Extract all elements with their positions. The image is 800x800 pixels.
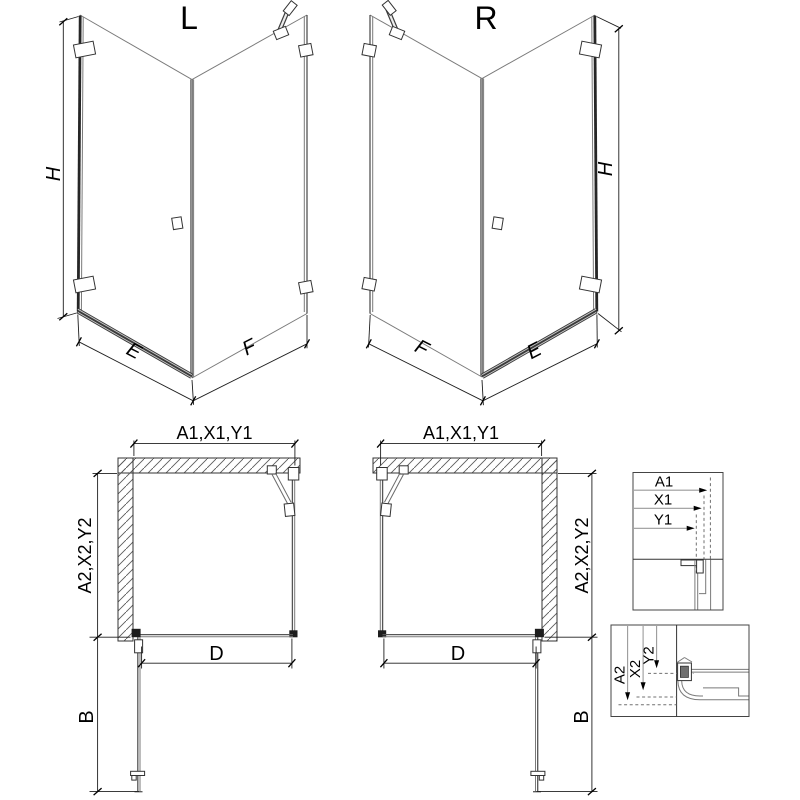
door-handle: [131, 771, 145, 775]
arrowhead-x1: [694, 506, 702, 511]
detail-label-y1: Y1: [653, 511, 673, 529]
iso-view-right: [362, 0, 623, 405]
bottom-rail: [482, 309, 596, 378]
wall-clip-top: [362, 43, 376, 57]
glass-panels: [78, 15, 307, 378]
dim-label-door-projection: B: [571, 710, 593, 724]
door-handle: [172, 217, 183, 230]
dim-door-projection: [537, 637, 598, 795]
dim-label-door-projection: B: [76, 710, 98, 724]
hinge-top: [579, 41, 601, 58]
hinge-bottom: [579, 276, 601, 293]
dim-label-width: A1,X1,Y1: [422, 422, 500, 443]
arrowhead-a1: [699, 488, 707, 493]
threshold: [383, 635, 539, 637]
hinge-bottom: [73, 276, 95, 293]
dim-opening: [380, 639, 539, 669]
detail-label-x1: X1: [653, 491, 673, 509]
profile-section: [677, 658, 749, 700]
door-handle: [492, 217, 503, 230]
door-handle: [531, 771, 545, 775]
detail-depth-planes: [611, 625, 749, 717]
plan-view-left: [75, 423, 300, 795]
dim-door-projection: [76, 637, 139, 795]
door-pivot-block: [132, 629, 141, 637]
fixed-panel: [377, 468, 388, 638]
dim-label-door-width: E: [523, 338, 546, 365]
dim-label-opening: D: [450, 642, 466, 665]
hinge-top: [73, 41, 95, 58]
support-bar: [273, 1, 297, 40]
dim-opening: [138, 639, 295, 669]
dim-label-opening: D: [209, 642, 224, 665]
plan-view-right: [373, 423, 598, 795]
dim-label-depth: A2,X2,Y2: [75, 517, 95, 594]
detail-label-a1: A1: [654, 473, 674, 491]
dim-label-height: H: [43, 166, 65, 182]
dim-label-width: A1,X1,Y1: [176, 422, 253, 443]
arrowhead-a2: [625, 692, 630, 700]
dim-label-panel-width: F: [411, 335, 433, 361]
open-door: [131, 629, 145, 792]
detail-label-y2: Y2: [640, 646, 658, 665]
glass-panels: [370, 15, 597, 377]
support-bar: [382, 0, 404, 39]
wall-left: [118, 458, 133, 641]
dim-label-panel-width: F: [238, 335, 260, 361]
detail-label-x2: X2: [627, 659, 645, 679]
threshold: [137, 635, 293, 637]
dim-label-door-width: E: [122, 338, 145, 365]
dim-label-depth: A2,X2,Y2: [571, 517, 592, 594]
wall-right: [542, 458, 557, 641]
arrowhead-y1: [687, 526, 695, 531]
wall-clip-bottom: [299, 280, 313, 294]
dim-height-left: [43, 17, 79, 321]
door-pivot-block: [535, 629, 544, 637]
door-hinge-profile: [78, 16, 80, 312]
open-door: [531, 629, 545, 792]
wall-clip-top: [299, 43, 313, 57]
fixed-panel: [288, 468, 299, 638]
detail-label-a2: A2: [611, 665, 629, 685]
detail-width-planes: [633, 473, 723, 611]
variant-label-right: R: [474, 0, 498, 36]
wall-clip-bottom: [362, 277, 376, 291]
arrowhead-x2: [641, 682, 646, 690]
dim-label-height: H: [595, 161, 617, 177]
iso-view-left: [43, 0, 313, 405]
detail-frame: [633, 473, 723, 611]
variant-label-left: L: [180, 0, 198, 36]
